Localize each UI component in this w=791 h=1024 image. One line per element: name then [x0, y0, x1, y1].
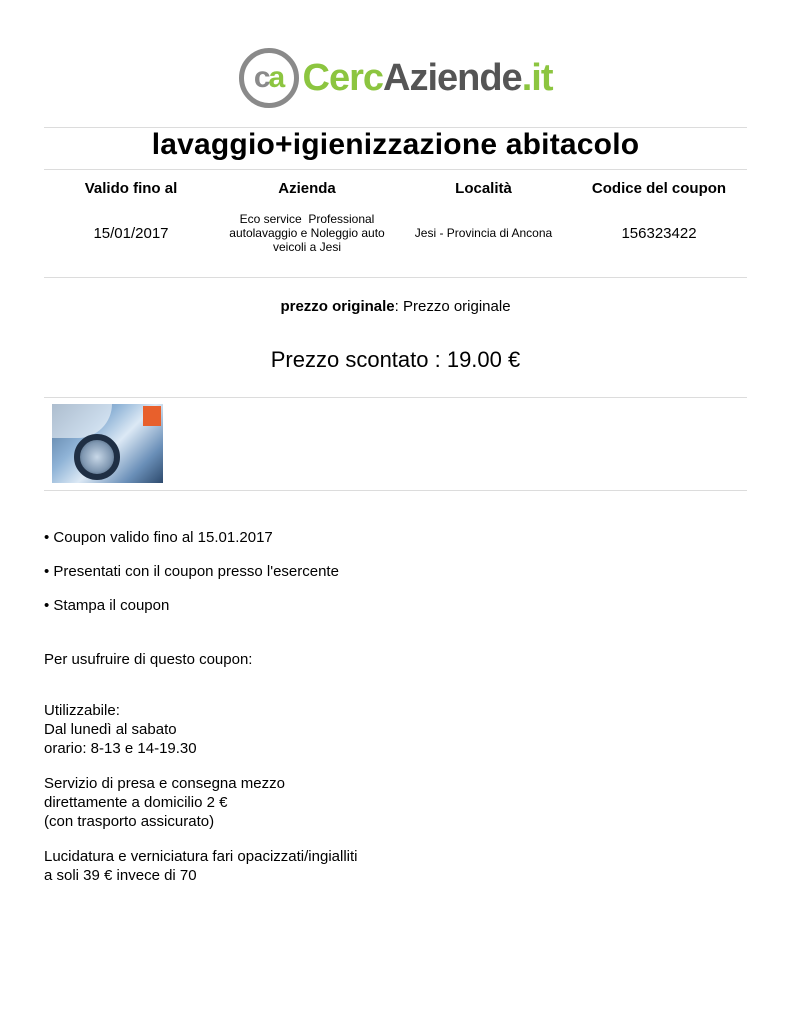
original-price-label: prezzo originale — [280, 298, 395, 315]
company-line-3: veicoli a Jesi — [272, 240, 342, 254]
company-line-2: autolavaggio e Noleggio auto — [229, 226, 385, 240]
bullet-item: • Coupon valido fino al 15.01.2017 — [44, 529, 273, 546]
coupon-details — [44, 528, 744, 885]
service-line-3: (con trasporto assicurato) — [44, 813, 215, 830]
logo-word-cerc: Cerc — [302, 56, 383, 99]
cercaziende-logo — [239, 48, 553, 108]
company-value — [218, 200, 396, 266]
usable-line-2: Dal lunedì al sabato — [44, 721, 177, 738]
bullet-item: • Presentati con il coupon presso l'esercente — [44, 563, 339, 580]
discount-price: Prezzo scontato : 19.00 € — [270, 347, 521, 372]
coupon-image — [52, 404, 163, 483]
logo-word-aziende: Aziende — [383, 56, 522, 99]
logo-wordmark — [303, 57, 553, 100]
lights-line-1: Lucidatura e verniciatura fari opacizzati/ingialliti — [44, 848, 358, 865]
usage-intro: Per usufruire di questo coupon: — [44, 651, 253, 668]
usable-line-3: orario: 8-13 e 14-19.30 — [44, 740, 197, 757]
valid-until-header: Valido fino al — [84, 180, 178, 197]
coupon-title: lavaggio+igienizzazione abitacolo — [151, 128, 640, 161]
valid-until-column — [44, 178, 218, 266]
coupon-info-table — [44, 178, 747, 266]
location-column — [396, 178, 571, 266]
location-header: Località — [455, 180, 512, 197]
logo-ring-icon — [239, 48, 299, 108]
logo-area — [0, 48, 791, 108]
service-line-2: direttamente a domicilio 2 € — [44, 794, 228, 811]
wheel-shape — [74, 434, 120, 480]
company-column — [218, 178, 396, 266]
bullet-item: • Stampa il coupon — [44, 597, 170, 614]
usable-line-1: Utilizzabile: — [44, 702, 120, 719]
foam-shape — [52, 404, 112, 438]
code-header: Codice del coupon — [591, 180, 727, 197]
company-line-1: Eco service Professional — [239, 212, 375, 226]
logo-word-it: .it — [521, 56, 553, 99]
original-price — [0, 298, 791, 315]
location-value: Jesi - Provincia di Ancona — [414, 226, 553, 240]
service-line-1: Servizio di presa e consegna mezzo — [44, 775, 285, 792]
logo-ring-letter-c: c — [253, 61, 269, 94]
divider-title — [44, 169, 747, 170]
company-header: Azienda — [278, 180, 336, 197]
badge-tag-icon — [143, 406, 161, 426]
lights-line-2: a soli 39 € invece di 70 — [44, 867, 197, 884]
divider-image — [44, 490, 747, 491]
original-price-value: : Prezzo originale — [394, 298, 511, 315]
code-column — [571, 178, 747, 266]
valid-until-value: 15/01/2017 — [93, 224, 169, 242]
code-value: 156323422 — [621, 224, 697, 242]
divider-info — [44, 277, 747, 278]
divider-price — [44, 397, 747, 398]
logo-ring-letter-a: a — [268, 61, 284, 94]
